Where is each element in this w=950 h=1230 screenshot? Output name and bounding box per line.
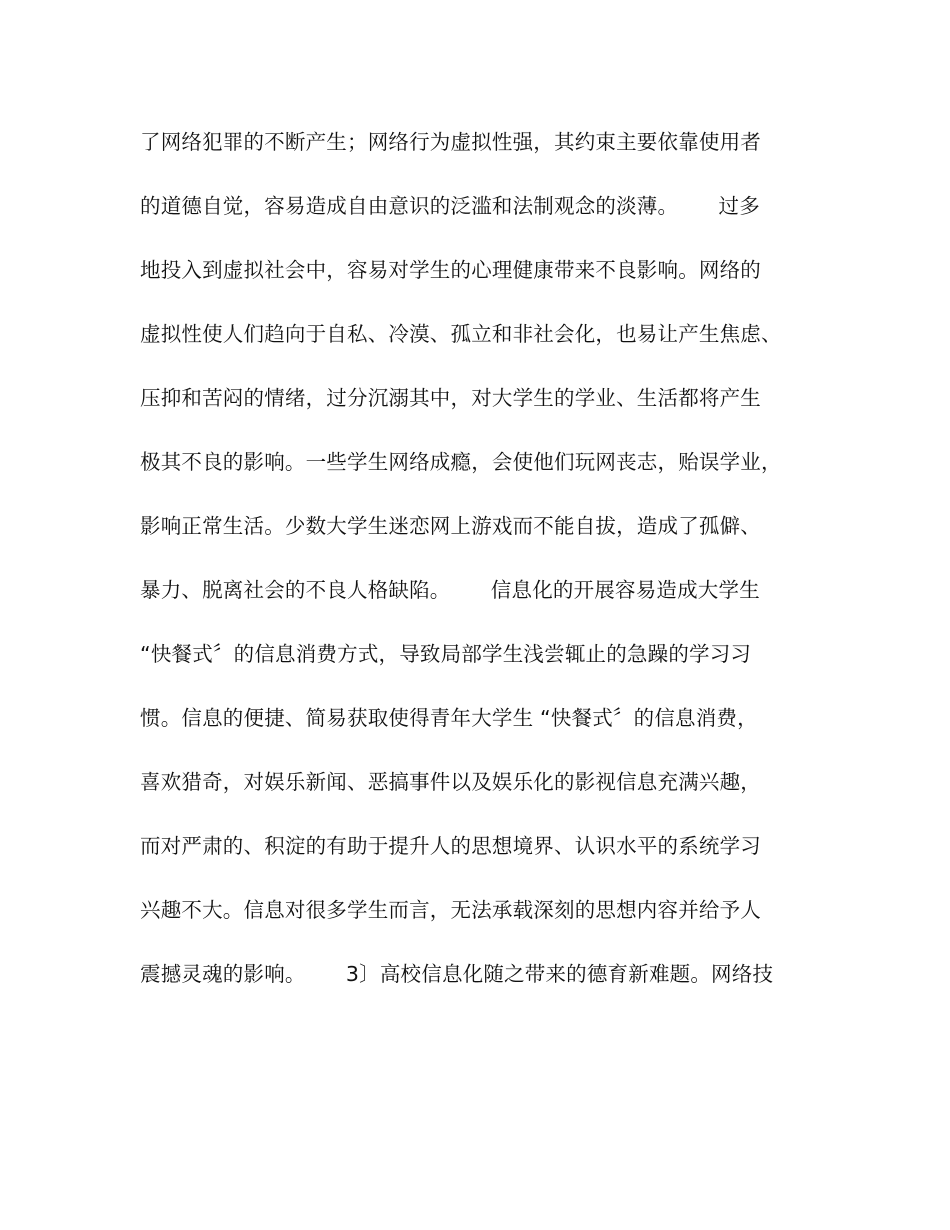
text-line: 喜欢猎奇，对娱乐新闻、恶搞事件以及娱乐化的影视信息充满兴趣， [140, 770, 761, 794]
body-text [140, 120, 830, 1016]
text-line: 极其不良的影响。一些学生网络成瘾，会使他们玩网丧志，贻误学业， [140, 450, 782, 474]
text-line: 兴趣不大。信息对很多学生而言，无法承载深刻的思想内容并给予人 [140, 898, 761, 922]
text-line: 惯。信息的便捷、简易获取使得青年大学生 “快餐式〞的信息消费， [140, 706, 758, 730]
text-line: 地投入到虚拟社会中，容易对学生的心理健康带来不良影响。网络的 [140, 258, 761, 282]
text-line: 震撼灵魂的影响。 3〕高校信息化随之带来的德育新难题。网络技 [140, 962, 774, 986]
text-line: “快餐式〞的信息消费方式，导致局部学生浅尝辄止的急躁的学习习 [140, 642, 752, 666]
text-line: 虚拟性使人们趋向于自私、冷漠、孤立和非社会化，也易让产生焦虑、 [140, 322, 782, 346]
text-line: 了网络犯罪的不断产生；网络行为虚拟性强，其约束主要依靠使用者 [140, 130, 761, 154]
text-line: 压抑和苦闷的情绪，过分沉溺其中，对大学生的学业、生活都将产生 [140, 386, 761, 410]
text-line: 的道德自觉，容易造成自由意识的泛滥和法制观念的淡薄。 过多 [140, 194, 760, 218]
text-line: 而对严肃的、积淀的有助于提升人的思想境界、认识水平的系统学习 [140, 834, 761, 858]
text-line: 影响正常生活。少数大学生迷恋网上游戏而不能自拔，造成了孤僻、 [140, 514, 761, 538]
text-line: 暴力、脱离社会的不良人格缺陷。 信息化的开展容易造成大学生 [140, 578, 760, 602]
